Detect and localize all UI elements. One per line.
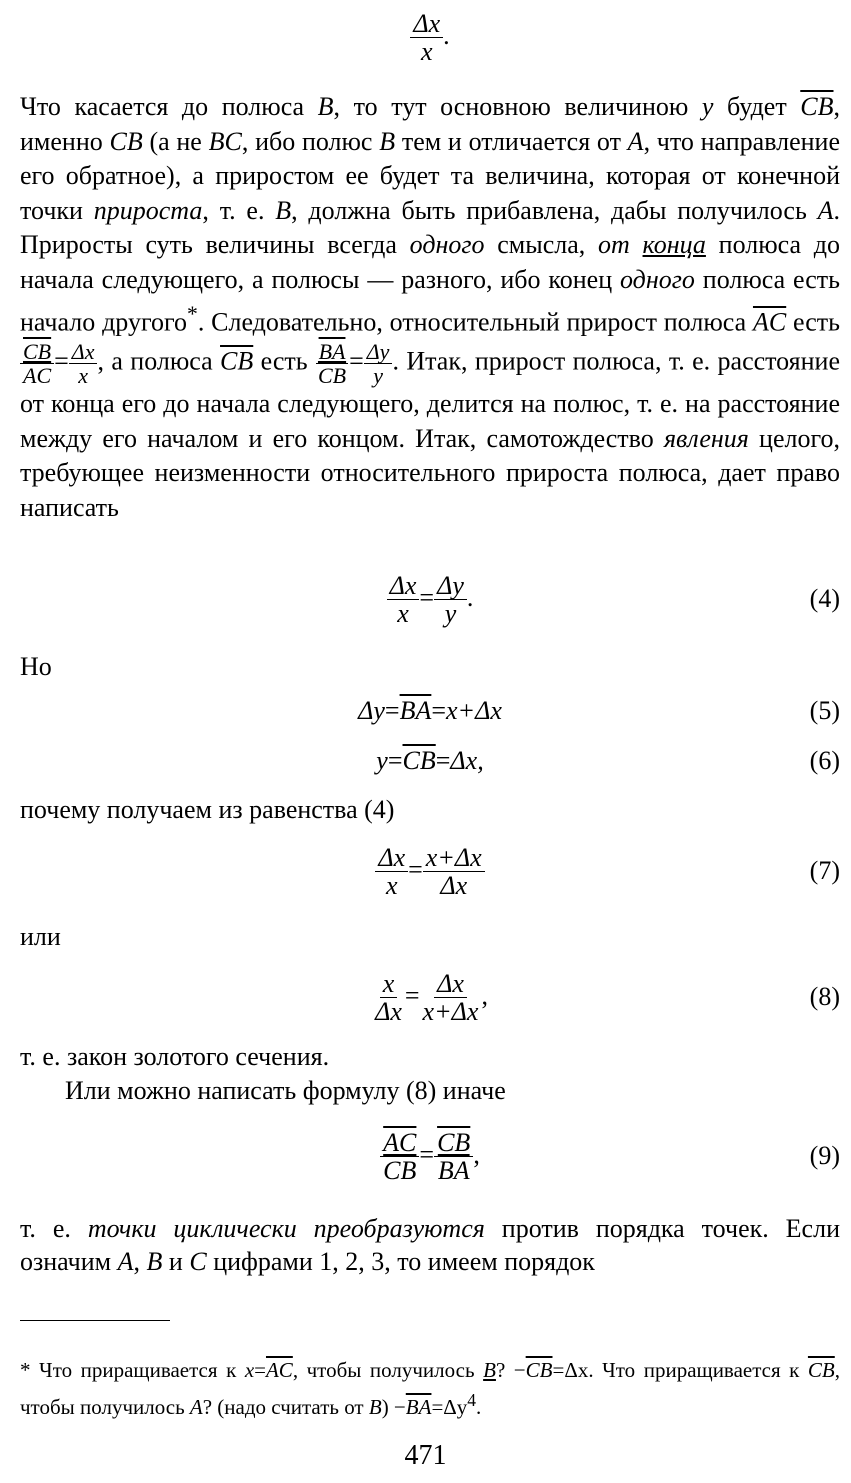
text: полюса до начала следующего, а полюсы — разного, ибо конец [20,230,840,294]
vector-CB: $\overline{CB}$ [800,92,834,121]
fraction-numerator: x [380,970,398,998]
equation-6 [20,740,840,780]
equals: = [384,696,400,725]
vector-AC: $\overline{AC}$ [265,1358,293,1382]
equation-7 [20,840,840,900]
text-ili-mozhno: Или можно написать формулу (8) иначе [65,1076,506,1105]
var-B: B [368,1395,382,1419]
fraction-numerator: $\overline{CB}$ [434,1129,473,1157]
equals: = [54,346,69,376]
equals: = [349,346,364,376]
text: (а не [142,126,209,156]
equation-number: (6) [809,746,840,775]
text: Что касается до полюса [20,92,318,121]
fraction-numerator: Δy [434,572,467,600]
fraction-denominator: y [373,363,383,389]
equation-9 [20,1125,840,1185]
fraction-numerator: $\overline{AC}$ [380,1129,419,1157]
text: =Δx. Что приращивается к [552,1358,808,1382]
inline-fraction [364,340,393,387]
text [630,230,643,259]
vector-CB: $\overline{CB}$ [807,1358,835,1382]
top-formula [20,10,840,66]
text: , должна быть прибавлена, дабы получилось [291,195,818,225]
equals: = [431,696,447,725]
text-zakon: т. е. закон золотого сечения. [20,1042,330,1071]
fraction-numerator: Δx [434,970,467,998]
fraction-denominator: BA [437,1156,470,1186]
text: , а полюса [97,346,221,376]
var-B: B [379,126,396,156]
text: , чтобы получилось [292,1358,484,1382]
fraction-numerator: Δx [387,572,420,600]
text: . Приросты суть величины всегда [20,195,841,259]
text: ) − [381,1395,406,1419]
text: , что направление его обратное), а приростом ее будет та величина, которая от конечной точки [20,126,841,225]
equals: = [419,1139,435,1169]
equals: = [408,854,423,884]
text: есть [786,307,840,337]
text: будет [713,92,801,121]
italic-word: одного [620,264,695,294]
equation-4 [20,568,840,628]
var-BC: BC [208,126,242,156]
term: Δx, [450,746,484,775]
text: смысла, [484,230,599,259]
fraction-numerator: Δx [69,340,98,364]
fraction-numerator: Δy [364,340,393,364]
var-B: B [317,92,334,121]
italic-word: одного [409,230,485,259]
equation-5 [20,690,840,730]
inline-fraction [69,340,98,387]
var-A: A [189,1395,203,1419]
text: , [133,1247,147,1276]
term: Δy [358,696,385,725]
equals: = [404,980,420,1010]
text: т. е. [20,1214,88,1243]
term: y [376,746,388,775]
vector-CB: $\overline{CB}$ [220,346,254,376]
fraction [434,572,467,628]
equation-number: (5) [809,696,840,725]
text: . Следовательно, относительный прирост полюса [197,307,753,337]
text: полюса есть начало другого [20,264,840,337]
fraction [375,844,408,900]
text: цифрами 1, 2, 3, то имеем порядок [206,1247,595,1276]
fraction [420,970,482,1026]
var-B: B [483,1358,496,1382]
fraction-numerator: x+Δx [423,844,485,872]
fraction-denominator: y [444,599,457,629]
fraction-numerator: Δx [375,844,408,872]
fraction [372,970,405,1026]
term: x+Δx [446,696,502,725]
footnote-divider [20,1320,170,1321]
text-pochemu: почему получаем из равенства (4) [20,795,395,824]
text-no: Но [20,652,52,681]
var-A: A [817,195,834,225]
text: , чтобы получилось [20,1358,841,1419]
page-number: 471 [404,1440,447,1471]
italic-phrase: точки циклически преобразуются [87,1214,485,1243]
italic-word: явления [663,423,749,453]
text: =Δy [431,1395,468,1419]
equation-number: (7) [809,856,840,885]
fraction-denominator: Δx [440,871,468,901]
equation-number: (4) [809,584,840,613]
vector-BA: $\overline{BA}$ [405,1395,432,1419]
fraction-numerator: $\overline{CB}$ [20,340,54,364]
fraction-denominator: x [397,599,409,629]
var-A: A [117,1247,134,1276]
fraction-numerator: $\overline{BA}$ [316,340,349,364]
var-x: x [244,1358,255,1382]
text: , ибо полюс [241,126,380,156]
top-fraction-numerator: Δx [410,10,443,38]
var-y: y [701,92,714,121]
equals: = [254,1358,266,1382]
text: . [476,1395,482,1419]
top-fraction-denominator: x [420,37,433,67]
text: , т. е. [202,195,276,225]
top-fraction [410,10,443,66]
equals: = [419,582,435,612]
fraction-denominator: AC [23,363,52,389]
text: тем и отличается от [395,126,628,156]
var-CB: CB [109,126,143,156]
fraction-denominator: x+Δx [422,997,479,1027]
comma: , [473,1139,480,1169]
fraction-denominator: x [78,363,89,389]
equation-number: (8) [809,982,840,1011]
var-B: B [146,1247,163,1276]
citation-number: 4 [467,1390,477,1410]
equation-number: (9) [809,1141,840,1170]
paragraph-main [20,90,840,525]
fraction [380,1129,419,1185]
text: целого, требующее неизменности относительного прироста полюса, дает право написать [20,423,841,522]
fraction-denominator: CB [317,363,347,389]
inline-fraction [315,340,349,387]
var-A: A [627,126,644,156]
paragraph-last [20,1212,840,1278]
equation-8 [20,966,840,1026]
text: есть [253,346,315,376]
vector-CB: $\overline{CB}$ [402,746,436,775]
comma: , [481,980,488,1010]
fraction-denominator: Δx [375,997,402,1027]
text: . Итак, прирост полюса, т. е. расстояние от конца его до начала следующего, делится на полюс, т. е. на расстояние между его началом и его концом. Итак, самотождество [20,346,840,453]
var-B: B [275,195,292,225]
text: , то тут основною величиною [333,92,702,121]
vector-AC: $\overline{AC}$ [752,307,787,337]
italic-word: прироста [93,195,203,225]
top-formula-period: . [443,20,450,50]
text: и [162,1247,190,1276]
var-C: C [189,1247,207,1276]
text: , именно [20,92,840,156]
italic-word: от [598,230,630,259]
inline-fraction [20,340,54,387]
footnote-marker: * [186,302,198,326]
fraction-denominator: x [385,871,398,901]
equals: = [435,746,451,775]
vector-CB: $\overline{CB}$ [525,1358,553,1382]
fraction-denominator: CB [383,1156,417,1186]
vector-BA: $\overline{BA}$ [399,696,432,725]
fraction [423,844,485,900]
fraction [434,1129,473,1185]
footnote [20,1355,840,1422]
text: * Что приращивается к [20,1358,245,1382]
fraction [387,572,420,628]
text-ili: или [20,922,61,951]
text: ? (надо считать от [202,1395,369,1419]
period: . [466,582,474,612]
text: против порядка точек. Если означим [20,1214,840,1276]
text: ? − [495,1358,526,1382]
italic-underlined-word: конца [642,230,706,259]
equals: = [387,746,403,775]
